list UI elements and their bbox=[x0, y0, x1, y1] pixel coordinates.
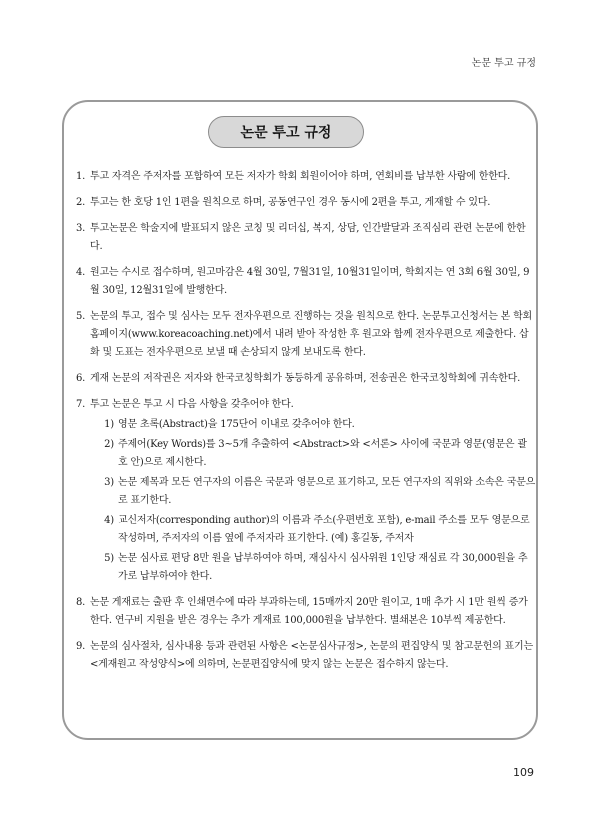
rule-item-8 bbox=[76, 594, 536, 630]
subitem-text: 논문 심사료 편당 8만 원을 납부하여야 하며, 재심사시 심사위원 1인당 재심료 각 30,000원을 추가로 납부하여야 한다. bbox=[118, 553, 528, 582]
running-head: 논문 투고 규정 bbox=[471, 58, 536, 69]
rule-item-7 bbox=[76, 396, 536, 586]
item-text: 논문 게재료는 출판 후 인쇄면수에 따라 부과하는데, 15매까지 20만 원이고, 1매 추가 시 1만 원씩 증가한다. 연구비 지원을 받은 경우는 추가 게재료 100,000원을 납부한다. 별쇄본은 10부씩 제공한다. bbox=[90, 597, 528, 626]
item-text: 투고는 한 호당 1인 1편을 원칙으로 하며, 공동연구인 경우 동시에 2편을 투고, 게재할 수 있다. bbox=[90, 197, 491, 208]
item-text: 투고 논문은 투고 시 다음 사항을 갖추어야 한다. bbox=[90, 399, 294, 410]
subitem-3 bbox=[94, 474, 536, 510]
subitem-2 bbox=[94, 436, 536, 472]
rule-item-4 bbox=[76, 264, 536, 300]
subitem-text: 주제어(Key Words)를 3~5개 추출하여 <Abstract>와 <서론> 사이에 국문과 영문(영문은 괄호 안)으로 제시한다. bbox=[118, 439, 527, 468]
item-number: 9. bbox=[76, 641, 86, 652]
rule-item-6 bbox=[76, 370, 536, 388]
item-number: 4. bbox=[76, 267, 86, 278]
rules-list bbox=[76, 168, 536, 682]
item-text: 논문의 심사절차, 심사내용 등과 관련된 사항은 <논문심사규정>, 논문의 편집양식 및 참고문헌의 표기는 <게재원고 작성양식>에 의하며, 논문편집양식에 맞지 않는 논문은 접수하지 않는다. bbox=[90, 641, 533, 670]
item-number: 8. bbox=[76, 597, 86, 608]
box-title: 논문 투고 규정 bbox=[208, 116, 364, 148]
subitem-number: 2) bbox=[104, 439, 114, 450]
subitem-number: 1) bbox=[104, 419, 114, 430]
rule-item-2 bbox=[76, 194, 536, 212]
rule-item-3 bbox=[76, 220, 536, 256]
page-number: 109 bbox=[513, 766, 534, 779]
subitem-1 bbox=[94, 416, 536, 434]
item-text: 투고논문은 학술지에 발표되지 않은 코칭 및 리더십, 복지, 상담, 인간발달과 조직심리 관련 논문에 한한다. bbox=[90, 223, 526, 252]
rule-item-1 bbox=[76, 168, 536, 186]
subitem-number: 3) bbox=[104, 477, 114, 488]
item-text: 원고는 수시로 접수하며, 원고마감은 4월 30일, 7월31일, 10월31일이며, 학회지는 연 3회 6월 30일, 9월 30일, 12월31일에 발행한다. bbox=[90, 267, 530, 296]
subitem-5 bbox=[94, 550, 536, 586]
item-number: 6. bbox=[76, 373, 86, 384]
subitem-list bbox=[90, 416, 536, 586]
item-text: 투고 자격은 주저자를 포함하여 모든 저자가 학회 회원이어야 하며, 연회비를 납부한 사람에 한한다. bbox=[90, 171, 511, 182]
item-text: 논문의 투고, 접수 및 심사는 모두 전자우편으로 진행하는 것을 원칙으로 한다. 논문투고신청서는 본 학회 홈페이지(www.koreacoaching.net)에서 내려 받아 작성한 후 원고와 함께 전자우편으로 제출한다. 삽화 및 도표는 전자우편으로 보낼 때 손상되지 않게 보내도록 한다. bbox=[90, 311, 533, 358]
item-number: 5. bbox=[76, 311, 86, 322]
subitem-number: 4) bbox=[104, 515, 114, 526]
item-number: 3. bbox=[76, 223, 86, 234]
subitem-text: 교신저자(corresponding author)의 이름과 주소(우편번호 포함), e-mail 주소를 모두 영문으로 작성하며, 주저자의 이름 옆에 주저자라 표기한다. (예) 홍길동, 주저자 bbox=[118, 515, 530, 544]
subitem-text: 논문 제목과 모든 연구자의 이름은 국문과 영문으로 표기하고, 모든 연구자의 직위와 소속은 국문으로 표기한다. bbox=[118, 477, 536, 506]
item-number: 2. bbox=[76, 197, 86, 208]
subitem-4 bbox=[94, 512, 536, 548]
subitem-text: 영문 초록(Abstract)을 175단어 이내로 갖추어야 한다. bbox=[118, 419, 355, 430]
subitem-number: 5) bbox=[104, 553, 114, 564]
item-number: 7. bbox=[76, 399, 86, 410]
item-number: 1. bbox=[76, 171, 86, 182]
rule-item-9 bbox=[76, 638, 536, 674]
item-text: 게재 논문의 저작권은 저자와 한국코칭학회가 동등하게 공유하며, 전송권은 한국코칭학회에 귀속한다. bbox=[90, 373, 521, 384]
rule-item-5 bbox=[76, 308, 536, 362]
